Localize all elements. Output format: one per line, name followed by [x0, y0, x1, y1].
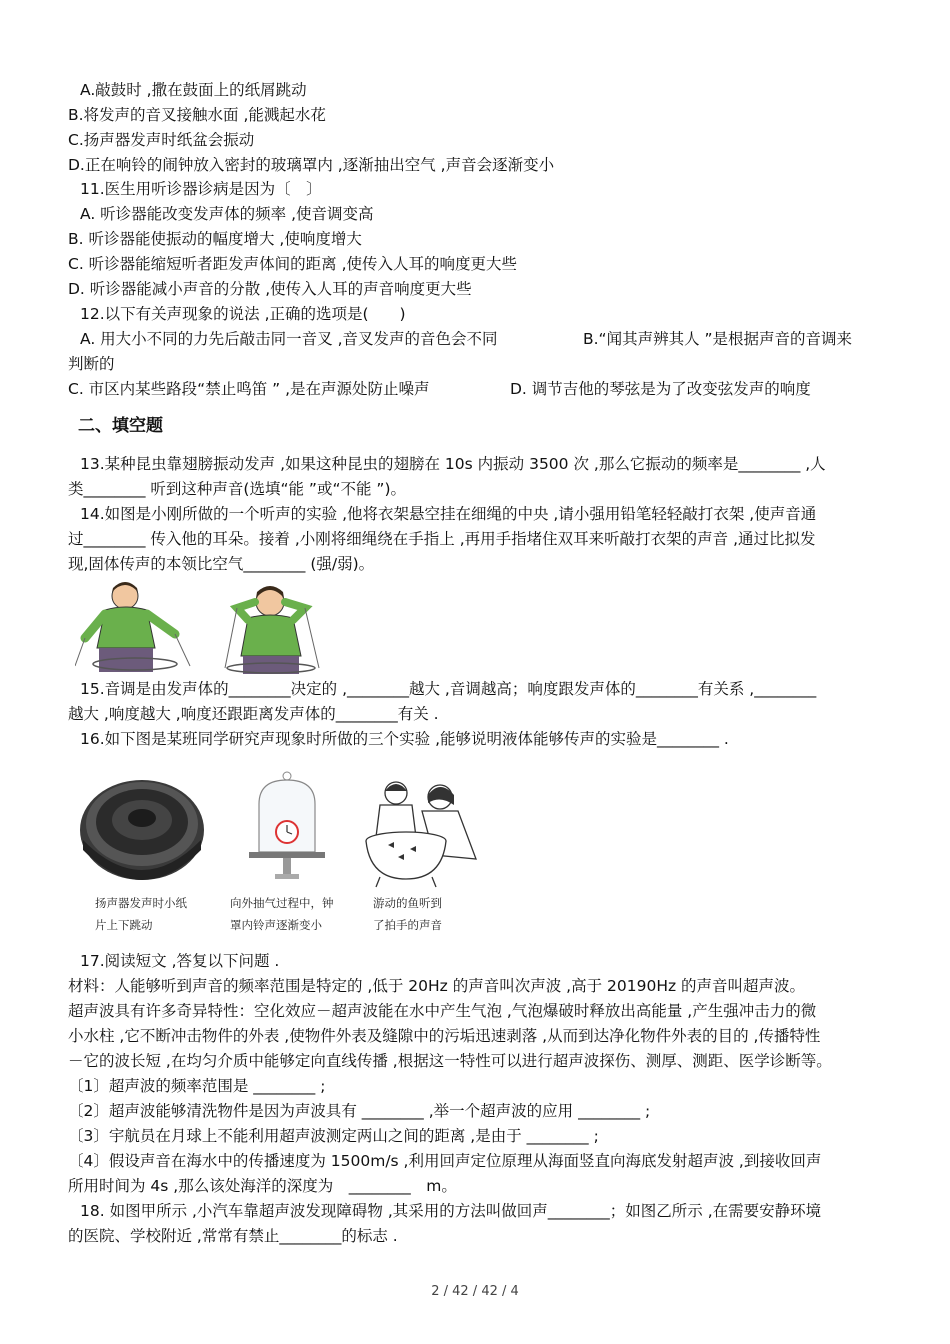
q10-option-c: C.扬声器发声时纸盆会振动: [68, 131, 255, 149]
q17-material-4: －它的波长短 ,在均匀介质中能够定向直线传播 ,根据这一特性可以进行超声波探伤、测厚、测距、医学诊断等。: [68, 1052, 832, 1070]
q15-line-1: 15.音调是由发声体的________决定的 ,________越大 ,音调越高；响度跟发声体的________有关系 ,________: [80, 680, 817, 698]
q13-line-2: 类________ 听到这种声音(选填“能 ”或“不能 ”)。: [68, 480, 406, 498]
q16-stem: 16.如下图是某班同学研究声现象时所做的三个实验 ,能够说明液体能够传声的实验是________ .: [80, 730, 729, 748]
speaker-caption-2: 片上下跳动: [95, 918, 153, 932]
q13-line-1: 13.某种昆虫靠翅膀振动发声 ,如果这种昆虫的翅膀在 10s 内振动 3500 次 ,那么它振动的频率是________ ,人: [80, 455, 826, 473]
q10-option-a: A.敲鼓时 ,撒在鼓面上的纸屑跳动: [80, 81, 307, 99]
q14-line-2: 过________ 传入他的耳朵。接着 ,小刚将细绳绕在手指上 ,再用手指堵住双耳来听敲打衣架的声音 ,通过比拟发: [68, 530, 816, 548]
fish-caption-2: 了拍手的声音: [373, 918, 442, 932]
q17-material-1: 材料：人能够听到声音的频率范围是特定的 ,低于 20Hz 的声音叫次声波 ,高于 20190Hz 的声音叫超声波。: [68, 977, 806, 995]
q12-option-a: A. 用大小不同的力先后敲击同一音叉 ,音叉发声的音色会不同: [80, 330, 498, 348]
q14-line-3: 现,固体传声的本领比空气________ (强/弱)。: [68, 555, 375, 573]
q11-option-d: D. 听诊器能减小声音的分散 ,使传入人耳的声音响度更大些: [68, 280, 472, 298]
fish-caption-1: 游动的鱼听到: [373, 896, 442, 910]
q17-sub-4: 〔4〕假设声音在海水中的传播速度为 1500m/s ,利用回声定位原理从海面竖直向海底发射超声波 ,到接收回声: [68, 1152, 822, 1170]
listening-experiment-figure: [75, 578, 325, 674]
q11-option-a: A. 听诊器能改变发声体的频率 ,使音调变高: [80, 205, 374, 223]
q17-sub-4-cont: 所用时间为 4s ,那么该处海洋的深度为 ________ m。: [68, 1177, 457, 1195]
boy-with-string-illustration: [75, 582, 190, 672]
q17-stem: 17.阅读短文 ,答复以下问题 .: [80, 952, 280, 970]
fish-clapping-illustration: [358, 775, 483, 890]
q11-option-b: B. 听诊器能使振动的幅度增大 ,使响度增大: [68, 230, 362, 248]
q17-sub-1: 〔1〕超声波的频率范围是 ________ ;: [68, 1077, 326, 1095]
section-title: 二、填空题: [78, 416, 163, 436]
bell-jar-illustration: [245, 770, 330, 888]
speaker-caption-1: 扬声器发声时小纸: [95, 896, 187, 910]
q18-line-1: 18. 如图甲所示 ,小汽车靠超声波发现障碍物 ,其采用的方法叫做回声________；如图乙所示 ,在需要安静环境: [80, 1202, 822, 1220]
q18-line-2: 的医院、学校附近 ,常常有禁止________的标志 .: [68, 1227, 398, 1245]
page-footer: 2 / 42 / 42 / 4: [431, 1284, 519, 1299]
bell-caption-2: 罩内铃声逐渐变小: [230, 918, 322, 932]
q11-stem: 11.医生用听诊器诊病是因为〔 〕: [80, 180, 322, 198]
q10-option-d: D.正在响铃的闹钟放入密封的玻璃罩内 ,逐渐抽出空气 ,声音会逐渐变小: [68, 156, 555, 174]
bell-caption-1: 向外抽气过程中，钟: [230, 896, 334, 910]
q17-sub-3: 〔3〕宇航员在月球上不能利用超声波测定两山之间的距离 ,是由于 ________ ;: [68, 1127, 599, 1145]
boy-plugging-ears-illustration: [225, 586, 319, 674]
q10-option-b: B.将发声的音叉接触水面 ,能溅起水花: [68, 106, 326, 124]
q17-sub-2: 〔2〕超声波能够清洗物件是因为声波具有 ________ ,举一个超声波的应用 ________ ;: [68, 1102, 651, 1120]
q12-option-c: C. 市区内某些路段“禁止鸣笛 ” ,是在声源处防止噪声: [68, 380, 430, 398]
speaker-illustration: [75, 770, 210, 888]
q17-material-3: 小水柱 ,它不断冲击物件的外表 ,使物件外表及缝隙中的污垢迅速剥落 ,从而到达净化物件外表的目的 ,传播特性: [68, 1027, 821, 1045]
q14-line-1: 14.如图是小刚所做的一个听声的实验 ,他将衣架悬空挂在细绳的中央 ,请小强用铅笔轻轻敲打衣架 ,使声音通: [80, 505, 817, 523]
q12-option-d: D. 调节吉他的琴弦是为了改变弦发声的响度: [510, 380, 811, 398]
q12-option-b-cont: 判断的: [68, 355, 115, 373]
q11-option-c: C. 听诊器能缩短听者距发声体间的距离 ,使传入人耳的响度更大些: [68, 255, 518, 273]
q12-option-b: B.“闻其声辨其人 ”是根据声音的音调来: [583, 330, 853, 348]
q17-material-2: 超声波具有许多奇异特性：空化效应－超声波能在水中产生气泡 ,气泡爆破时释放出高能量 ,产生强冲击力的微: [68, 1002, 817, 1020]
q15-line-2: 越大 ,响度越大 ,响度还跟距离发声体的________有关 .: [68, 705, 439, 723]
q12-stem: 12.以下有关声现象的说法 ,正确的选项是( ): [80, 305, 406, 323]
